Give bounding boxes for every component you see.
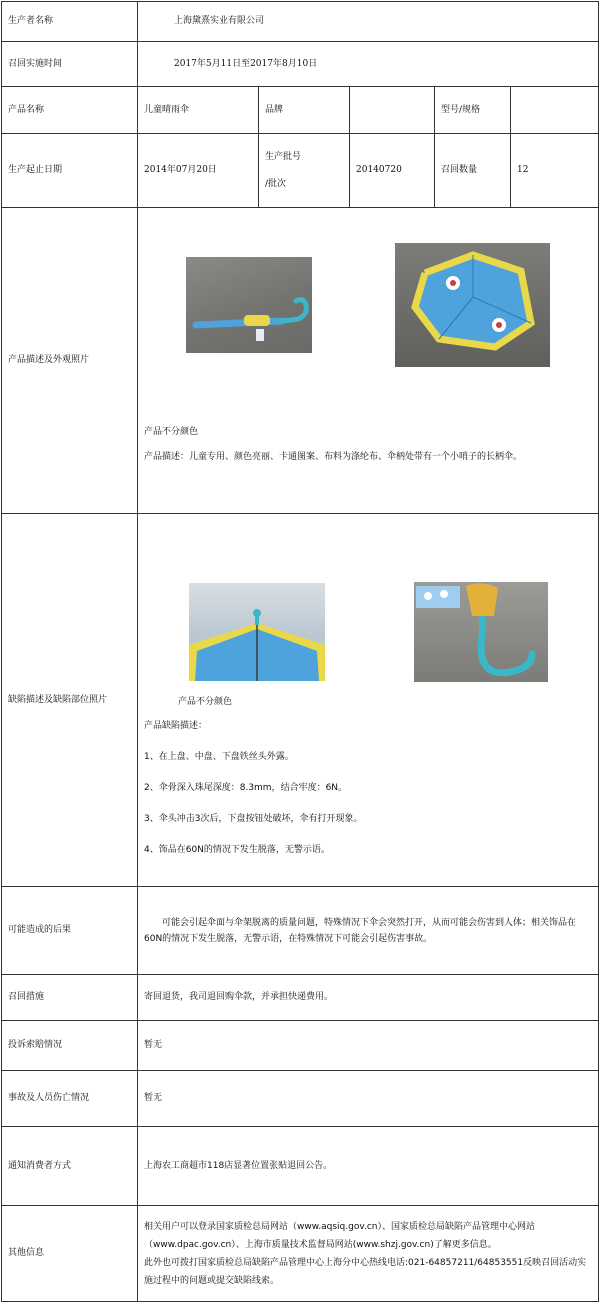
recall-quantity-value: 12 (511, 134, 599, 208)
open-umbrella-photo (395, 243, 550, 367)
defect-item-4: 4、饰品在60N的情况下发生脱落，无警示语。 (144, 845, 330, 855)
other-text-1: 相关用户可以登录国家质检总局网站（www.aqsiq.gov.cn）、国家质检总局缺陷产品管理中心网站（www.dpac.gov.cn）、上海市质量技术监督局网站(www.shzj.gov.cn)了解更多信息。 (144, 1221, 535, 1250)
defect-color-note: 产品不分颜色 (178, 697, 233, 707)
model-value (511, 87, 599, 134)
production-date-value: 2014年07月20日 (138, 134, 259, 208)
row-complaints (2, 1021, 599, 1071)
batch-label (259, 134, 350, 208)
row-measures (2, 975, 599, 1021)
batch-label-line1: 生产批号 (265, 151, 302, 162)
row-manufacturer (2, 2, 599, 42)
row-other (2, 1206, 599, 1302)
umbrella-top-image (189, 583, 325, 681)
recall-info-table (1, 1, 599, 1302)
recall-quantity-label: 召回数量 (435, 134, 511, 208)
other-label: 其他信息 (2, 1206, 138, 1302)
umbrella-handle-image (414, 582, 548, 682)
description-text: 产品描述：儿童专用、颜色亮丽、卡通图案、布料为涤纶布、伞柄处带有一个小哨子的长柄伞。 (144, 452, 523, 462)
row-production (2, 134, 599, 208)
product-name-value: 儿童晴雨伞 (138, 87, 259, 134)
measures-text: 寄回退货，我司退回购伞款，并承担快递费用。 (138, 975, 599, 1021)
row-description (2, 208, 599, 514)
row-consequence (2, 887, 599, 975)
other-text-2: 此外也可拨打国家质检总局缺陷产品管理中心上海分中心热线电话:021-64857211/64853551反映召回活动实施过程中的问题或提交缺陷线索。 (144, 1257, 587, 1286)
defect-heading: 产品缺陷描述： (144, 721, 208, 731)
notice-text: 上海农工商超市118店显著位置张贴退回公告。 (138, 1127, 599, 1206)
row-notice (2, 1127, 599, 1206)
consequence-text: 可能会引起伞面与伞架脱离的质量问题，特殊情况下伞会突然打开，从而可能会伤害到人体；相关饰品在60N的情况下发生脱落，无警示语，在特殊情况下可能会引起伤害事故。 (144, 917, 577, 944)
accidents-text: 暂无 (138, 1071, 599, 1127)
description-photos (144, 243, 592, 367)
row-defect (2, 514, 599, 887)
row-recall-period (2, 42, 599, 87)
manufacturer-label: 生产者名称 (2, 2, 138, 42)
closed-umbrella-photo (186, 257, 312, 353)
manufacturer-value: 上海黛熹实业有限公司 (138, 2, 599, 42)
accidents-label: 事故及人员伤亡情况 (2, 1071, 138, 1127)
description-label: 产品描述及外观照片 (2, 208, 138, 514)
batch-label-line2: /批次 (265, 178, 287, 189)
production-date-label: 生产起止日期 (2, 134, 138, 208)
other-cell (138, 1206, 599, 1302)
product-name-label: 产品名称 (2, 87, 138, 134)
consequence-cell (138, 887, 599, 975)
consequence-label: 可能造成的后果 (2, 887, 138, 975)
open-umbrella-image (395, 243, 550, 367)
closed-umbrella-image (186, 257, 312, 353)
batch-value: 20140720 (350, 134, 435, 208)
defect-label: 缺陷描述及缺陷部位照片 (2, 514, 138, 887)
defect-item-2: 2、伞骨深入珠尾深度：8.3mm，结合牢度：6N。 (144, 783, 348, 793)
complaints-label: 投诉索赔情况 (2, 1021, 138, 1071)
description-cell (138, 208, 599, 514)
defect-photos (144, 582, 592, 682)
defect-item-1: 1、在上盘、中盘、下盘铁丝头外露。 (144, 752, 294, 762)
complaints-text: 暂无 (138, 1021, 599, 1071)
umbrella-top-photo (189, 583, 325, 681)
row-accidents (2, 1071, 599, 1127)
brand-label: 品牌 (259, 87, 350, 134)
notice-label: 通知消费者方式 (2, 1127, 138, 1206)
defect-item-3: 3、伞头冲击3次后，下盘按钮处破坏，伞有打开现象。 (144, 814, 363, 824)
measures-label: 召回措施 (2, 975, 138, 1021)
row-product (2, 87, 599, 134)
description-color-note: 产品不分颜色 (144, 427, 199, 437)
defect-cell (138, 514, 599, 887)
recall-period-value: 2017年5月11日至2017年8月10日 (138, 42, 599, 87)
recall-period-label: 召回实施时间 (2, 42, 138, 87)
umbrella-handle-photo (414, 582, 548, 682)
model-label: 型号/规格 (435, 87, 511, 134)
brand-value (350, 87, 435, 134)
